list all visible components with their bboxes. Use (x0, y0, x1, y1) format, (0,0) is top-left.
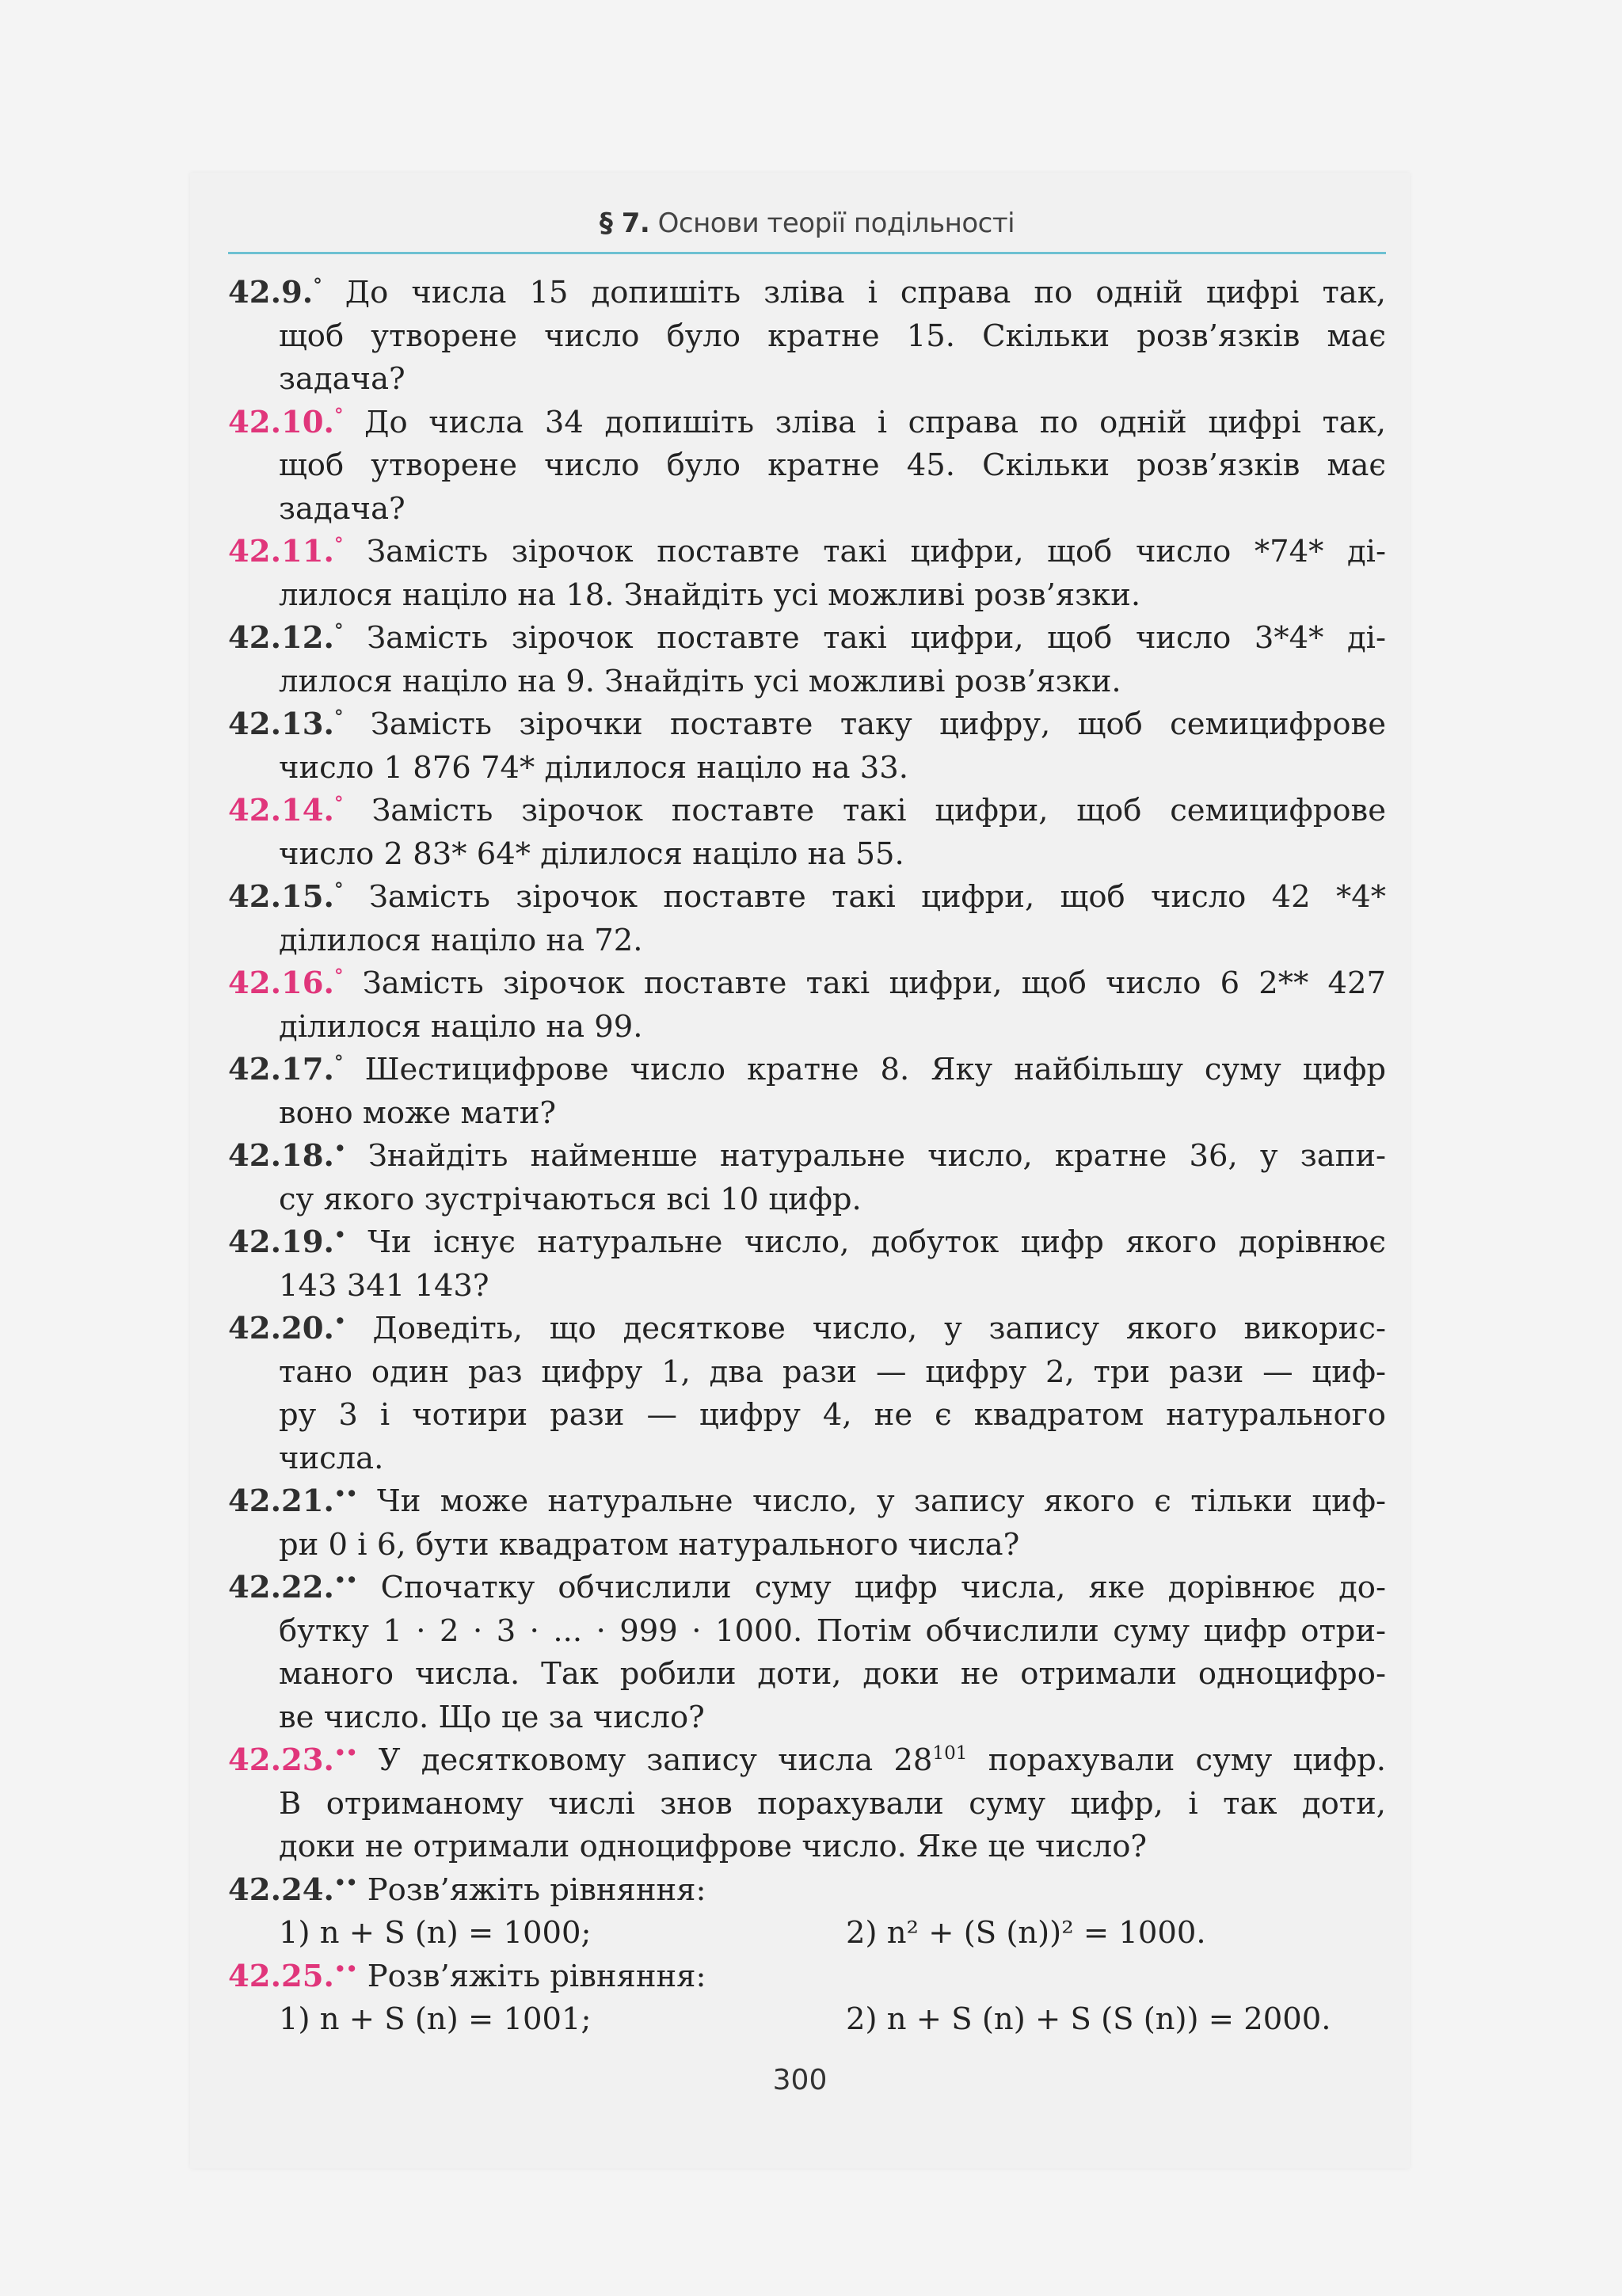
problem-text: Замість зірочок поставте такі цифри, щоб число *74* ді- (367, 534, 1386, 569)
problem-number: 42.17.° (228, 1052, 344, 1087)
problem-text: Спочатку обчислили суму цифр числа, яке дорівнює до- (380, 1570, 1386, 1605)
problem-42-10 (228, 402, 1386, 531)
problem-number: 42.23.•• (228, 1742, 358, 1778)
problem-text: лилося націло на 18. Знайдіть усі можливі розв’язки. (279, 577, 1141, 613)
problem-text: Чи існує натуральне число, добуток цифр якого дорівнює (367, 1224, 1386, 1260)
problem-text: Шестицифрове число кратне 8. Яку найбільшу суму цифр (364, 1052, 1386, 1087)
problem-text: задача? (279, 490, 406, 527)
running-head-text (228, 208, 1386, 239)
problem-number: 42.15.° (228, 879, 344, 915)
problem-text: ділилося націло на 72. (279, 922, 643, 958)
problem-text: маного числа. Так робили доти, доки не отримали одноцифро- (279, 1656, 1386, 1692)
problem-42-20 (228, 1308, 1386, 1480)
problem-42-13 (228, 703, 1386, 790)
problem-text: ділилося націло на 99. (279, 1008, 643, 1045)
problem-text: доки не отримали одноцифрове число. Яке це число? (279, 1829, 1148, 1864)
problem-text: лилося націло на 9. Знайдіть усі можливі розв’язки. (279, 663, 1121, 699)
problem-42-12 (228, 617, 1386, 703)
problem-number: 42.16.° (228, 965, 344, 1001)
problem-number: 42.13.° (228, 706, 344, 742)
problem-text: До числа 15 допишіть зліва і справа по одній цифрі так, (345, 275, 1386, 310)
problem-text: тано один раз цифру 1, два рази — цифру 2, три рази — циф- (279, 1354, 1386, 1390)
problem-text: Доведіть, що десяткове число, у запису якого викорис- (372, 1311, 1386, 1346)
problem-number: 42.11.° (228, 534, 344, 569)
problem-number: 42.14.° (228, 793, 344, 828)
problem-number: 42.12.° (228, 620, 344, 656)
problem-text: До числа 34 допишіть зліва і справа по одній цифрі так, (364, 404, 1386, 440)
problem-text: су якого зустрічаються всі 10 цифр. (279, 1181, 862, 1217)
textbook-page (190, 173, 1410, 2168)
problem-text: Замість зірочки поставте таку цифру, щоб семицифрове (370, 706, 1386, 742)
problem-text: воно може мати? (279, 1095, 556, 1131)
problem-42-16 (228, 962, 1386, 1049)
problem-42-15 (228, 876, 1386, 962)
problem-text: Розв’яжіть рівняння: (367, 1958, 706, 1994)
problem-text: число 2 83* 64* ділилося націло на 55. (279, 836, 904, 872)
problem-text: числа. (279, 1440, 384, 1476)
problem-42-17 (228, 1049, 1386, 1135)
section-number: § 7. (599, 208, 650, 239)
running-head (228, 188, 1386, 254)
problem-number: 42.24.•• (228, 1871, 358, 1908)
problem-text: ри 0 і 6, бути квадратом натурального числа? (279, 1526, 1020, 1563)
problem-42-24 (228, 1869, 1386, 1955)
problem-42-11 (228, 531, 1386, 617)
problem-text: В отриманому числі знов порахували суму цифр, і так доти, (279, 1785, 1386, 1822)
problem-text: Замість зірочок поставте такі цифри, щоб семицифрове (371, 793, 1386, 828)
equation-row (228, 1912, 1386, 1955)
equation-row (228, 1998, 1386, 2042)
equation-part-1: 1) n + S (n) = 1000; (279, 1915, 592, 1951)
problem-number: 42.20.• (228, 1311, 346, 1346)
problem-42-14 (228, 790, 1386, 876)
problem-text: щоб утворене число було кратне 45. Скільки розв’язків має (279, 447, 1386, 483)
problem-text: Замість зірочок поставте такі цифри, щоб число 3*4* ді- (367, 620, 1386, 656)
problem-text: Замість зірочок поставте такі цифри, щоб число 42 *4* (368, 879, 1386, 915)
problem-text: задача? (279, 361, 406, 397)
problem-42-21 (228, 1480, 1386, 1567)
equation-part-1: 1) n + S (n) = 1001; (279, 2001, 592, 2037)
equation-part-2: 2) n + S (n) + S (S (n)) = 2000. (846, 2001, 1331, 2037)
problem-number: 42.9.° (228, 275, 322, 310)
problem-42-18 (228, 1135, 1386, 1221)
problem-42-9 (228, 272, 1386, 402)
problem-text: Чи може натуральне число, у запису якого є тільки циф- (376, 1483, 1386, 1519)
exponent: 101 (932, 1743, 968, 1765)
problem-42-22 (228, 1567, 1386, 1739)
page-number: 300 (772, 2064, 828, 2096)
problem-number: 42.19.• (228, 1224, 346, 1260)
problem-number: 42.21.•• (228, 1483, 358, 1519)
problem-42-19 (228, 1221, 1386, 1308)
problem-text: щоб утворене число було кратне 15. Скільки розв’язків має (279, 318, 1386, 354)
problem-text: Розв’яжіть рівняння: (367, 1871, 706, 1908)
problem-list (228, 272, 1386, 2042)
problem-text: число 1 876 74* ділилося націло на 33. (279, 749, 908, 786)
problem-number: 42.22.•• (228, 1570, 358, 1605)
problem-text: 143 341 143? (279, 1267, 489, 1304)
problem-42-23 (228, 1739, 1386, 1869)
problem-text: Знайдіть найменше натуральне число, кратне 36, у запи- (367, 1138, 1386, 1174)
equation-part-2: 2) n² + (S (n))² = 1000. (846, 1915, 1206, 1951)
problem-42-25 (228, 1955, 1386, 2042)
problem-text: Замість зірочок поставте такі цифри, щоб число 6 2** 427 (362, 965, 1386, 1001)
problem-text: ру 3 і чотири рази — цифру 4, не є квадратом натурального (279, 1397, 1386, 1433)
problem-text: бутку 1 · 2 · 3 · ... · 999 · 1000. Потім обчислили суму цифр отри- (279, 1613, 1386, 1649)
problem-number: 42.25.•• (228, 1958, 358, 1994)
section-title: Основи теорії подільності (657, 208, 1015, 239)
problem-number: 42.10.° (228, 404, 344, 440)
problem-text: У десятковому запису числа $28^{101}$ порахували суму цифр. (378, 1742, 1386, 1778)
problem-text: ве число. Що це за число? (279, 1699, 705, 1735)
problem-number: 42.18.• (228, 1138, 346, 1174)
